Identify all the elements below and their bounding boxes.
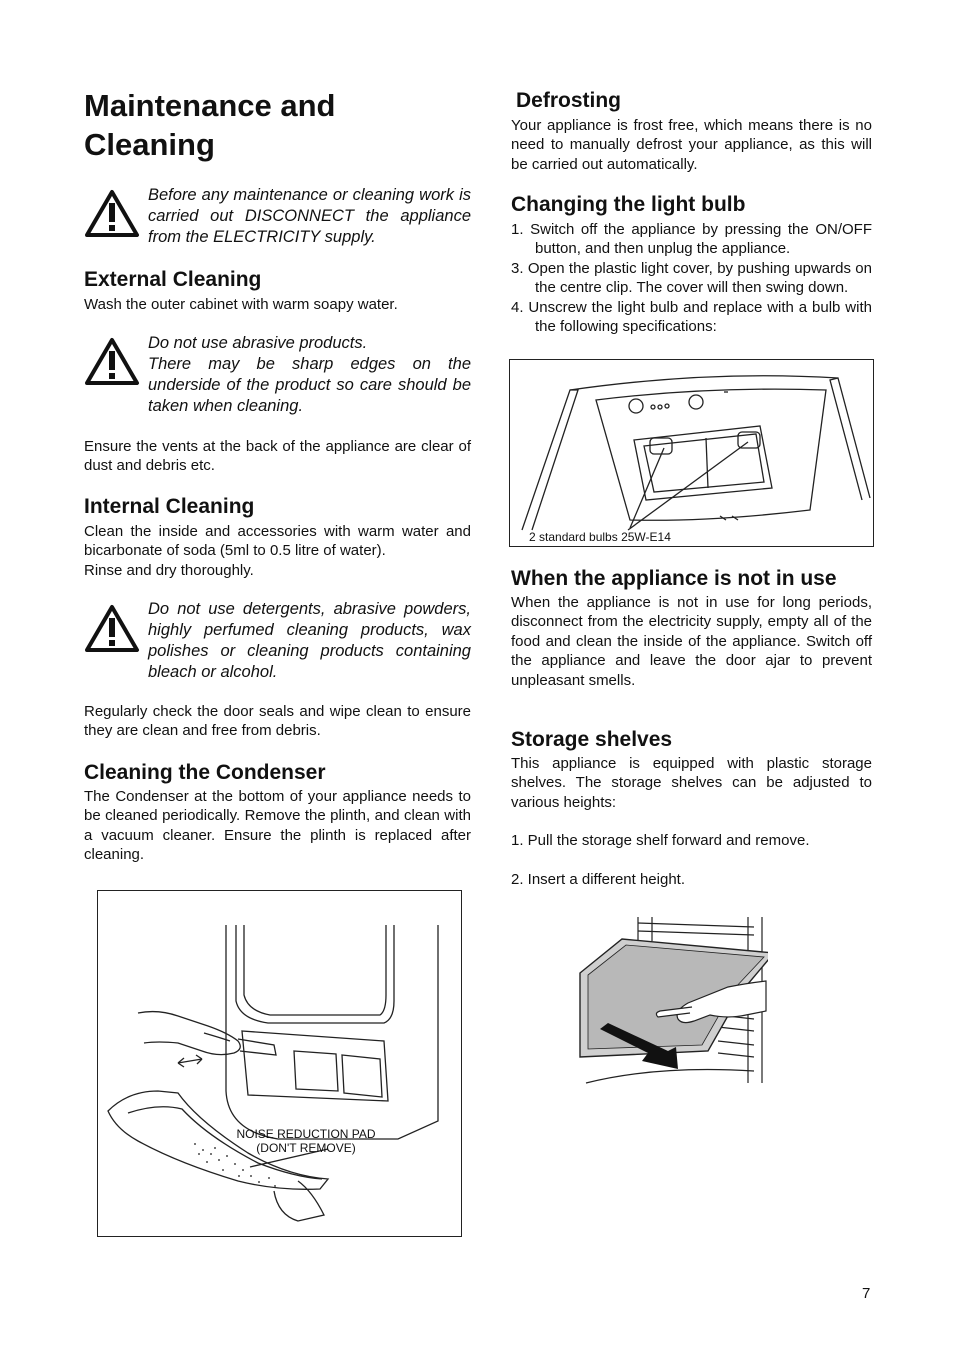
not-in-use-text: When the appliance is not in use for long periods, disconnect from the electricity supply, empty all of the food and clean the inside of the appliance. Switch off the appliance and leave the door ajar to prevent unpleasant smells. bbox=[511, 594, 872, 689]
light-bulb-illustration bbox=[509, 359, 874, 547]
defrosting-heading: Defrosting bbox=[516, 89, 621, 112]
door-seals-text: Regularly check the door seals and wipe clean to ensure they are clean and free from debris. bbox=[84, 703, 471, 740]
noise-pad-label bbox=[216, 1127, 396, 1155]
internal-cleaning-text bbox=[84, 522, 471, 580]
condenser-illustration bbox=[97, 890, 462, 1237]
warning-abrasive bbox=[148, 333, 471, 417]
storage-shelves-step-1: 1. Pull the storage shelf forward and remove. bbox=[511, 832, 810, 849]
internal-cleaning-heading: Internal Cleaning bbox=[84, 495, 255, 518]
internal-cleaning-body-1: Clean the inside and accessories with warm water and bicarbonate of soda (5ml to 0.5 litre of water). bbox=[84, 523, 471, 560]
vents-text: Ensure the vents at the back of the appliance are clear of dust and debris etc. bbox=[84, 438, 471, 475]
noise-pad-label-line-2: (DON'T REMOVE) bbox=[256, 1141, 356, 1155]
light-bulb-step: 4. Unscrew the light bulb and replace with a bulb with the following specifications: bbox=[511, 298, 872, 336]
warning-disconnect: Before any maintenance or cleaning work is carried out DISCONNECT the appliance from the ELECTRICITY supply. bbox=[148, 186, 471, 246]
warning-icon bbox=[84, 603, 140, 653]
storage-shelves-text: This appliance is equipped with plastic storage shelves. The storage shelves can be adjusted to various heights: bbox=[511, 755, 872, 811]
light-bulb-step: 3. Open the plastic light cover, by pushing upwards on the centre clip. The cover will then swing down. bbox=[511, 259, 872, 297]
internal-cleaning-body-2: Rinse and dry thoroughly. bbox=[84, 561, 254, 579]
warning-icon bbox=[84, 188, 140, 238]
condenser-drawing bbox=[98, 891, 461, 1236]
external-cleaning-text: Wash the outer cabinet with warm soapy water. bbox=[84, 296, 398, 313]
storage-shelf-illustration bbox=[578, 915, 768, 1087]
defrosting-text: Your appliance is frost free, which means there is no need to manually defrost your appliance, as this will be carried out automatically. bbox=[511, 117, 872, 173]
page-number: 7 bbox=[862, 1285, 871, 1302]
condenser-text: The Condenser at the bottom of your appliance needs to be cleaned periodically. Remove the plinth, and clean with a vacuum cleaner. Ensure the plinth is replaced after cleaning. bbox=[84, 788, 471, 864]
warning-abrasive-line-2: There may be sharp edges on the underside of the product so care should be taken when cleaning. bbox=[148, 355, 471, 415]
light-bulb-heading: Changing the light bulb bbox=[511, 193, 746, 216]
light-bulb-steps bbox=[511, 220, 872, 336]
bulb-spec-caption: 2 standard bulbs 25W-E14 bbox=[529, 530, 671, 544]
warning-icon bbox=[84, 336, 140, 386]
warning-detergents: Do not use detergents, abrasive powders, highly perfumed cleaning products, wax polishes or cleaning products containing bleach or alcohol. bbox=[148, 600, 471, 681]
light-bulb-step: 1. Switch off the appliance by pressing the ON/OFF button, and then unplug the appliance. bbox=[511, 221, 872, 258]
storage-shelves-step-2: 2. Insert a different height. bbox=[511, 871, 686, 888]
warning-abrasive-line-1: Do not use abrasive products. bbox=[148, 334, 368, 352]
page-title: Maintenance and Cleaning bbox=[84, 88, 336, 162]
not-in-use-heading: When the appliance is not in use bbox=[511, 567, 837, 590]
external-cleaning-heading: External Cleaning bbox=[84, 268, 262, 291]
noise-pad-label-line-1: NOISE REDUCTION PAD bbox=[236, 1127, 376, 1141]
condenser-heading: Cleaning the Condenser bbox=[84, 761, 326, 784]
light-bulb-drawing bbox=[510, 360, 873, 546]
storage-shelves-heading: Storage shelves bbox=[511, 728, 673, 751]
